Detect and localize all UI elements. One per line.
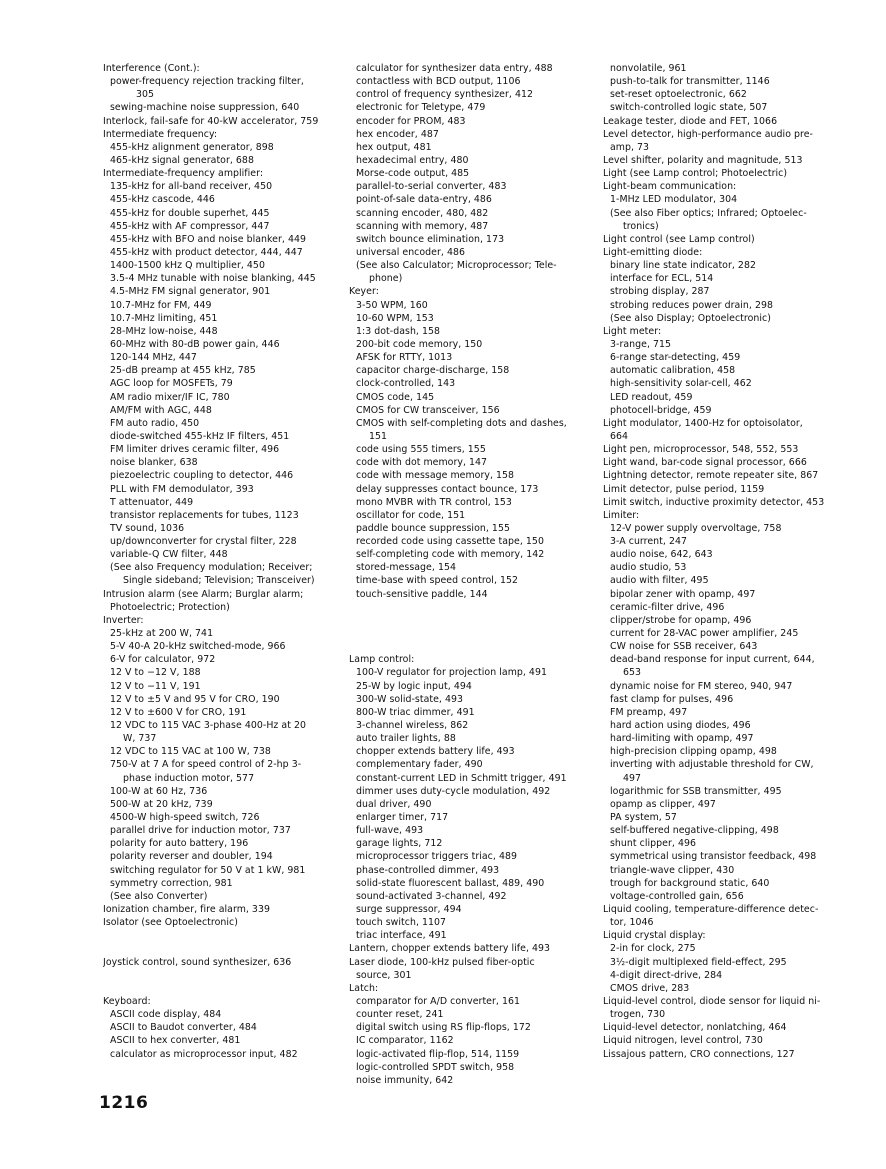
index-subentry: 3.5-4 MHz tunable with noise blanking, 445 xyxy=(110,273,316,285)
index-subentry: 120-144 MHz, 447 xyxy=(110,352,197,364)
index-subentry: triangle-wave clipper, 430 xyxy=(610,864,735,876)
index-subentry: 12 V to ±600 V for CRO, 191 xyxy=(110,706,247,718)
index-subentry: 10.7-MHz limiting, 451 xyxy=(110,312,218,324)
index-subentry: contactless with BCD output, 1106 xyxy=(356,76,521,88)
index-subentry: auto trailer lights, 88 xyxy=(356,733,456,745)
index-subentry: complementary fader, 490 xyxy=(356,759,483,771)
index-subentry: 60-MHz with 80-dB power gain, 446 xyxy=(110,338,280,350)
index-column-3 xyxy=(603,62,843,1061)
index-subentry: 4500-W high-speed switch, 726 xyxy=(110,812,260,824)
index-subentry: 200-bit code memory, 150 xyxy=(356,338,483,350)
index-subentry: triac interface, 491 xyxy=(356,930,447,942)
index-subentry: AM radio mixer/IF IC, 780 xyxy=(110,391,230,403)
index-subentry: audio studio, 53 xyxy=(610,562,687,574)
index-subentry: (See also Converter) xyxy=(110,890,208,902)
index-subentry: parallel drive for induction motor, 737 xyxy=(110,825,291,837)
index-subentry: high-sensitivity solar-cell, 462 xyxy=(610,378,752,390)
index-subentry: piezoelectric coupling to detector, 446 xyxy=(110,470,294,482)
index-entry: Liquid crystal display: xyxy=(603,930,706,942)
index-subentry: transistor replacements for tubes, 1123 xyxy=(110,509,299,521)
blank-line xyxy=(103,942,343,955)
index-subentry: 455-kHz with product detector, 444, 447 xyxy=(110,246,303,258)
index-entry: Light-beam communication: xyxy=(603,181,737,193)
index-subentry: 455-kHz with BFO and noise blanker, 449 xyxy=(110,233,307,245)
index-entry: Leakage tester, diode and FET, 1066 xyxy=(603,115,778,127)
index-subentry: hexadecimal entry, 480 xyxy=(356,154,469,166)
index-subentry: microprocessor triggers triac, 489 xyxy=(356,851,517,863)
index-subentry: PA system, 57 xyxy=(610,812,677,824)
index-entry: Ionization chamber, fire alarm, 339 xyxy=(103,904,270,915)
index-subentry: 100-V regulator for projection lamp, 491 xyxy=(356,667,547,679)
index-subentry: strobing display, 287 xyxy=(610,286,710,298)
index-entry: Light meter: xyxy=(603,325,662,337)
index-entry: Intermediate frequency: xyxy=(103,128,218,140)
index-subentry: capacitor charge-discharge, 158 xyxy=(356,365,510,377)
index-subentry: 2-in for clock, 275 xyxy=(610,943,696,955)
index-subentry: LED readout, 459 xyxy=(610,391,693,403)
index-subentry: oscillator for code, 151 xyxy=(356,509,466,521)
index-subentry: 497 xyxy=(623,772,642,784)
index-entry: Laser diode, 100-kHz pulsed fiber-optic xyxy=(349,956,535,968)
index-subentry: Single sideband; Television; Transceiver) xyxy=(123,575,315,587)
index-subentry: automatic calibration, 458 xyxy=(610,365,736,377)
index-subentry: inverting with adjustable threshold for CW, xyxy=(610,759,814,771)
index-subentry: up/downconverter for crystal filter, 228 xyxy=(110,536,297,548)
index-subentry: calculator as microprocessor input, 482 xyxy=(110,1048,298,1060)
index-subentry: time-base with speed control, 152 xyxy=(356,575,519,587)
index-subentry: sewing-machine noise suppression, 640 xyxy=(110,102,300,114)
index-subentry: clipper/strobe for opamp, 496 xyxy=(610,614,752,626)
index-subentry: 800-W triac dimmer, 491 xyxy=(356,706,475,718)
index-subentry: noise blanker, 638 xyxy=(110,457,198,469)
index-column-1 xyxy=(103,62,343,1061)
index-subentry: interface for ECL, 514 xyxy=(610,273,714,285)
index-subentry: W, 737 xyxy=(123,733,157,745)
index-subentry: delay suppresses contact bounce, 173 xyxy=(356,483,539,495)
index-subentry: strobing reduces power drain, 298 xyxy=(610,299,774,311)
index-subentry: AFSK for RTTY, 1013 xyxy=(356,352,453,364)
index-subentry: 12 V to ±5 V and 95 V for CRO, 190 xyxy=(110,693,280,705)
index-subentry: photocell-bridge, 459 xyxy=(610,404,712,416)
index-subentry: enlarger timer, 717 xyxy=(356,812,449,824)
index-subentry: AM/FM with AGC, 448 xyxy=(110,404,212,416)
index-subentry: CMOS drive, 283 xyxy=(610,982,690,994)
index-subentry: electronic for Teletype, 479 xyxy=(356,102,486,114)
index-subentry: FM auto radio, 450 xyxy=(110,417,200,429)
index-subentry: 4-digit direct-drive, 284 xyxy=(610,969,723,981)
index-subentry: 12 VDC to 115 VAC at 100 W, 738 xyxy=(110,746,271,758)
index-subentry: (See also Fiber optics; Infrared; Optoelec- xyxy=(610,207,807,219)
index-subentry: surge suppressor, 494 xyxy=(356,904,462,915)
index-subentry: ASCII to Baudot converter, 484 xyxy=(110,1022,257,1034)
index-subentry: CMOS code, 145 xyxy=(356,391,435,403)
index-subentry: full-wave, 493 xyxy=(356,825,424,837)
index-subentry: CMOS with self-completing dots and dashes, xyxy=(356,417,567,429)
index-subentry: switch bounce elimination, 173 xyxy=(356,233,505,245)
index-entry: Lightning detector, remote repeater site, 867 xyxy=(603,470,819,482)
index-subentry: trough for background static, 640 xyxy=(610,877,770,889)
index-subentry: counter reset, 241 xyxy=(356,1009,444,1021)
index-subentry: logarithmic for SSB transmitter, 495 xyxy=(610,785,782,797)
index-subentry: polarity reverser and doubler, 194 xyxy=(110,851,273,863)
index-subentry: digital switch using RS flip-flops, 172 xyxy=(356,1022,531,1034)
index-entry: Liquid-level detector, nonlatching, 464 xyxy=(603,1022,787,1034)
index-subentry: 3-A current, 247 xyxy=(610,536,688,548)
index-subentry: ASCII to hex converter, 481 xyxy=(110,1035,241,1047)
index-subentry: 28-MHz low-noise, 448 xyxy=(110,325,218,337)
index-subentry: 305 xyxy=(136,89,155,101)
index-subentry: current for 28-VAC power amplifier, 245 xyxy=(610,628,799,640)
index-subentry: 151 xyxy=(369,430,388,442)
index-subentry: touch switch, 1107 xyxy=(356,917,447,929)
blank-line xyxy=(103,969,343,982)
index-entry: Interference (Cont.): xyxy=(103,63,200,74)
index-subentry: 10.7-MHz for FM, 449 xyxy=(110,299,212,311)
index-subentry: binary line state indicator, 282 xyxy=(610,260,756,272)
index-subentry: audio noise, 642, 643 xyxy=(610,549,713,561)
index-subentry: shunt clipper, 496 xyxy=(610,838,697,850)
index-entry: Latch: xyxy=(349,982,379,994)
index-subentry: code using 555 timers, 155 xyxy=(356,444,486,456)
blank-line xyxy=(349,601,589,614)
index-entry: Light-emitting diode: xyxy=(603,246,703,258)
index-entry: Lantern, chopper extends battery life, 493 xyxy=(349,943,551,955)
index-entry: Joystick control, sound synthesizer, 636 xyxy=(103,956,292,968)
index-subentry: mono MVBR with TR control, 153 xyxy=(356,496,512,508)
index-subentry: variable-Q CW filter, 448 xyxy=(110,549,228,561)
index-subentry: IC comparator, 1162 xyxy=(356,1035,454,1047)
index-entry: Intermediate-frequency amplifier: xyxy=(103,168,264,180)
index-subentry: 25-W by logic input, 494 xyxy=(356,680,472,692)
index-subentry: dynamic noise for FM stereo, 940, 947 xyxy=(610,680,793,692)
index-subentry: paddle bounce suppression, 155 xyxy=(356,522,510,534)
blank-line xyxy=(349,640,589,653)
index-subentry: (See also Frequency modulation; Receiver; xyxy=(110,562,313,574)
index-subentry: CMOS for CW transceiver, 156 xyxy=(356,404,500,416)
index-subentry: T attenuator, 449 xyxy=(110,496,194,508)
index-entry: Liquid-level control, diode sensor for liquid ni- xyxy=(603,995,821,1007)
index-subentry: 455-kHz alignment generator, 898 xyxy=(110,141,274,153)
index-subentry: dual driver, 490 xyxy=(356,798,432,810)
index-subentry: code with message memory, 158 xyxy=(356,470,515,482)
index-subentry: switching regulator for 50 V at 1 kW, 981 xyxy=(110,864,306,876)
index-subentry: nonvolatile, 961 xyxy=(610,63,687,74)
index-subentry: symmetry correction, 981 xyxy=(110,877,233,889)
index-subentry: constant-current LED in Schmitt trigger, 491 xyxy=(356,772,567,784)
index-subentry: clock-controlled, 143 xyxy=(356,378,456,390)
index-subentry: 25-kHz at 200 W, 741 xyxy=(110,628,214,640)
index-subentry: parallel-to-serial converter, 483 xyxy=(356,181,507,193)
index-subentry: self-completing code with memory, 142 xyxy=(356,549,545,561)
index-subentry: Photoelectric; Protection) xyxy=(110,601,230,613)
index-subentry: hex output, 481 xyxy=(356,141,432,153)
index-subentry: 3-channel wireless, 862 xyxy=(356,720,469,732)
index-subentry: CW noise for SSB receiver, 643 xyxy=(610,641,758,653)
index-column-2 xyxy=(349,62,589,1087)
index-subentry: 1-MHz LED modulator, 304 xyxy=(610,194,738,206)
index-entry: Liquid cooling, temperature-difference detec- xyxy=(603,904,819,915)
index-subentry: encoder for PROM, 483 xyxy=(356,115,466,127)
index-subentry: garage lights, 712 xyxy=(356,838,443,850)
index-entry: Level shifter, polarity and magnitude, 513 xyxy=(603,154,803,166)
index-subentry: audio with filter, 495 xyxy=(610,575,709,587)
index-subentry: 12 V to −12 V, 188 xyxy=(110,667,201,679)
index-subentry: code with dot memory, 147 xyxy=(356,457,488,469)
index-subentry: 10-60 WPM, 153 xyxy=(356,312,434,324)
index-entry: Level detector, high-performance audio pre- xyxy=(603,128,813,140)
index-subentry: (See also Display; Optoelectronic) xyxy=(610,312,771,324)
index-entry: Light modulator, 1400-Hz for optoisolator, xyxy=(603,417,803,429)
index-subentry: sound-activated 3-channel, 492 xyxy=(356,890,507,902)
index-subentry: phone) xyxy=(369,273,403,285)
index-entry: Isolator (see Optoelectronic) xyxy=(103,917,238,929)
index-subentry: trogen, 730 xyxy=(610,1009,666,1021)
index-entry: Liquid nitrogen, level control, 730 xyxy=(603,1035,763,1047)
index-subentry: 3-50 WPM, 160 xyxy=(356,299,428,311)
index-subentry: bipolar zener with opamp, 497 xyxy=(610,588,756,600)
index-subentry: 1:3 dot-dash, 158 xyxy=(356,325,441,337)
index-subentry: power-frequency rejection tracking filter, xyxy=(110,76,304,88)
index-subentry: 6-V for calculator, 972 xyxy=(110,654,216,666)
index-subentry: touch-sensitive paddle, 144 xyxy=(356,588,488,600)
index-entry: Keyer: xyxy=(349,286,379,298)
index-subentry: (See also Calculator; Microprocessor; Tele- xyxy=(356,260,557,272)
index-subentry: 100-W at 60 Hz, 736 xyxy=(110,785,208,797)
index-entry: Lamp control: xyxy=(349,654,415,666)
index-subentry: logic-activated flip-flop, 514, 1159 xyxy=(356,1048,520,1060)
blank-line xyxy=(103,982,343,995)
index-subentry: polarity for auto battery, 196 xyxy=(110,838,249,850)
index-subentry: dimmer uses duty-cycle modulation, 492 xyxy=(356,785,551,797)
index-subentry: push-to-talk for transmitter, 1146 xyxy=(610,76,770,88)
index-subentry: 12 VDC to 115 VAC 3-phase 400-Hz at 20 xyxy=(110,720,306,732)
index-subentry: tor, 1046 xyxy=(610,917,654,929)
index-subentry: 664 xyxy=(610,430,629,442)
index-subentry: diode-switched 455-kHz IF filters, 451 xyxy=(110,430,290,442)
index-entry: Lissajous pattern, CRO connections, 127 xyxy=(603,1048,795,1060)
index-subentry: fast clamp for pulses, 496 xyxy=(610,693,734,705)
index-subentry: 135-kHz for all-band receiver, 450 xyxy=(110,181,273,193)
index-subentry: 12 V to −11 V, 191 xyxy=(110,680,201,692)
index-subentry: 6-range star-detecting, 459 xyxy=(610,352,741,364)
index-subentry: 3½-digit multiplexed field-effect, 295 xyxy=(610,956,787,968)
index-subentry: dead-band response for input current, 644, xyxy=(610,654,815,666)
index-subentry: self-buffered negative-clipping, 498 xyxy=(610,825,779,837)
index-subentry: Morse-code output, 485 xyxy=(356,168,470,180)
index-subentry: 25-dB preamp at 455 kHz, 785 xyxy=(110,365,256,377)
index-subentry: 455-kHz with AF compressor, 447 xyxy=(110,220,270,232)
index-subentry: 4.5-MHz FM signal generator, 901 xyxy=(110,286,271,298)
index-subentry: PLL with FM demodulator, 393 xyxy=(110,483,254,495)
index-entry: Limit detector, pulse period, 1159 xyxy=(603,483,765,495)
index-entry: Light pen, microprocessor, 548, 552, 553 xyxy=(603,444,799,456)
index-subentry: phase induction motor, 577 xyxy=(123,772,255,784)
index-subentry: 300-W solid-state, 493 xyxy=(356,693,464,705)
index-entry: Keyboard: xyxy=(103,995,151,1007)
index-subentry: amp, 73 xyxy=(610,141,650,153)
index-entry: Interlock, fail-safe for 40-kW accelerator, 759 xyxy=(103,115,319,127)
index-subentry: 653 xyxy=(623,667,642,679)
index-entry: Limiter: xyxy=(603,509,640,521)
index-subentry: hard-limiting with opamp, 497 xyxy=(610,733,754,745)
index-subentry: set-reset optoelectronic, 662 xyxy=(610,89,747,101)
index-subentry: point-of-sale data-entry, 486 xyxy=(356,194,492,206)
index-entry: Intrusion alarm (see Alarm; Burglar alarm; xyxy=(103,588,304,600)
index-subentry: AGC loop for MOSFETs, 79 xyxy=(110,378,233,390)
blank-line xyxy=(349,614,589,627)
index-subentry: hard action using diodes, 496 xyxy=(610,720,751,732)
index-subentry: ASCII code display, 484 xyxy=(110,1009,222,1021)
index-subentry: 750-V at 7 A for speed control of 2-hp 3- xyxy=(110,759,302,771)
index-entry: Light control (see Lamp control) xyxy=(603,233,755,245)
index-subentry: 500-W at 20 kHz, 739 xyxy=(110,798,213,810)
index-subentry: source, 301 xyxy=(356,969,412,981)
index-entry: Light wand, bar-code signal processor, 666 xyxy=(603,457,807,469)
index-subentry: FM limiter drives ceramic filter, 496 xyxy=(110,444,280,456)
index-subentry: comparator for A/D converter, 161 xyxy=(356,995,521,1007)
index-subentry: calculator for synthesizer data entry, 488 xyxy=(356,63,553,74)
index-subentry: opamp as clipper, 497 xyxy=(610,798,716,810)
index-subentry: 455-kHz for double superhet, 445 xyxy=(110,207,270,219)
index-subentry: noise immunity, 642 xyxy=(356,1074,454,1086)
blank-line xyxy=(349,627,589,640)
index-subentry: chopper extends battery life, 493 xyxy=(356,746,515,758)
index-subentry: TV sound, 1036 xyxy=(110,522,185,534)
index-subentry: switch-controlled logic state, 507 xyxy=(610,102,768,114)
index-subentry: logic-controlled SPDT switch, 958 xyxy=(356,1061,515,1073)
page-number: 1216 xyxy=(99,1093,149,1113)
index-subentry: 465-kHz signal generator, 688 xyxy=(110,154,254,166)
index-subentry: 3-range, 715 xyxy=(610,338,672,350)
index-subentry: phase-controlled dimmer, 493 xyxy=(356,864,500,876)
index-subentry: hex encoder, 487 xyxy=(356,128,439,140)
index-subentry: 455-kHz cascode, 446 xyxy=(110,194,215,206)
index-entry: Light (see Lamp control; Photoelectric) xyxy=(603,168,788,180)
index-subentry: tronics) xyxy=(623,220,659,232)
index-subentry: symmetrical using transistor feedback, 498 xyxy=(610,851,817,863)
index-entry: Limit switch, inductive proximity detector, 453 xyxy=(603,496,825,508)
index-subentry: solid-state fluorescent ballast, 489, 490 xyxy=(356,877,545,889)
index-subentry: scanning with memory, 487 xyxy=(356,220,489,232)
index-subentry: ceramic-filter drive, 496 xyxy=(610,601,725,613)
index-entry: Inverter: xyxy=(103,614,144,626)
index-subentry: recorded code using cassette tape, 150 xyxy=(356,536,544,548)
index-subentry: stored-message, 154 xyxy=(356,562,456,574)
index-subentry: FM preamp, 497 xyxy=(610,706,688,718)
index-subentry: universal encoder, 486 xyxy=(356,246,465,258)
index-subentry: voltage-controlled gain, 656 xyxy=(610,890,744,902)
index-subentry: 5-V 40-A 20-kHz switched-mode, 966 xyxy=(110,641,286,653)
blank-line xyxy=(103,929,343,942)
index-subentry: 12-V power supply overvoltage, 758 xyxy=(610,522,782,534)
index-subentry: control of frequency synthesizer, 412 xyxy=(356,89,533,101)
index-subentry: scanning encoder, 480, 482 xyxy=(356,207,489,219)
index-subentry: 1400-1500 kHz Q multiplier, 450 xyxy=(110,260,265,272)
index-subentry: high-precision clipping opamp, 498 xyxy=(610,746,777,758)
